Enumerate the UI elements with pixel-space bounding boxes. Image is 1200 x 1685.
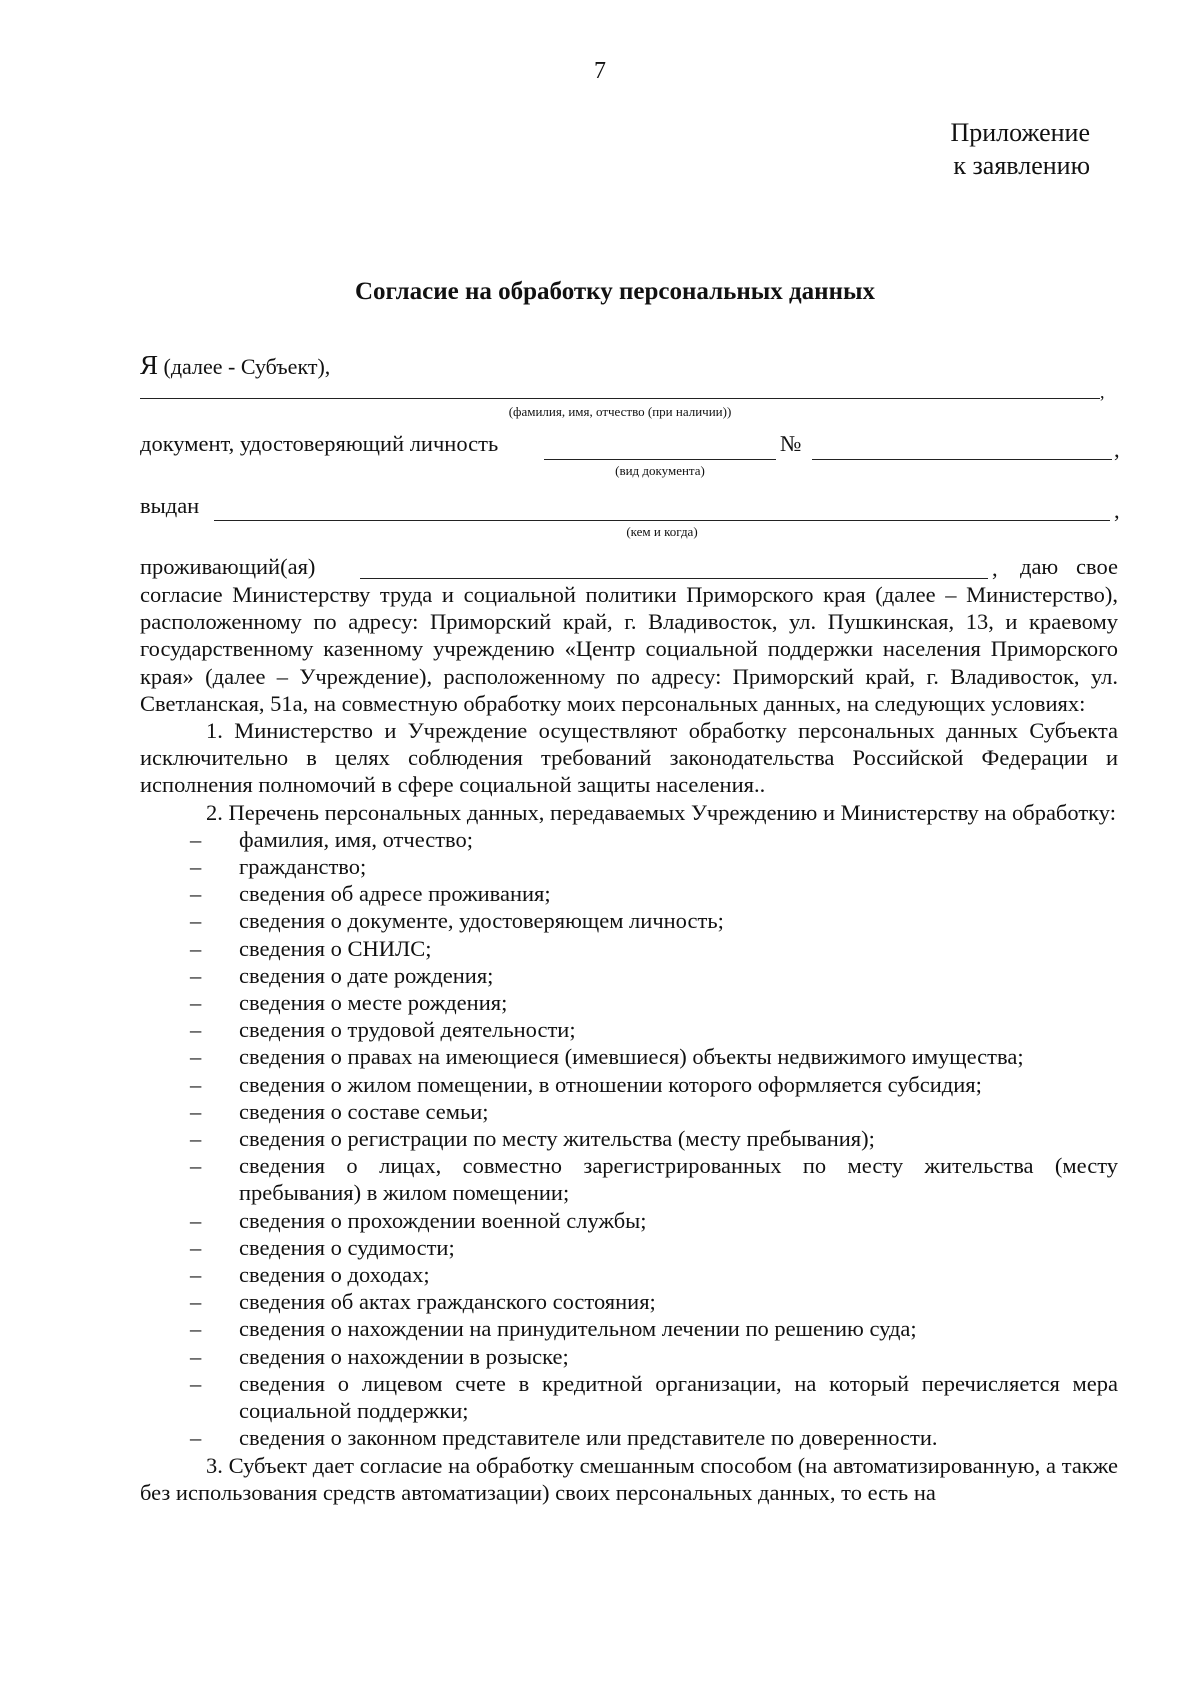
list-dash: –	[190, 1343, 202, 1369]
fio-field-comma: ,	[1100, 382, 1105, 402]
fio-field-line[interactable]	[140, 398, 1100, 399]
subject-line	[140, 350, 330, 381]
list-item	[140, 1234, 1118, 1261]
list-item	[140, 1261, 1118, 1288]
list-item	[140, 1288, 1118, 1315]
list-dash: –	[190, 1126, 202, 1152]
personal-data-list	[140, 826, 1118, 1452]
list-item	[140, 1016, 1118, 1043]
list-item-text: сведения о жилом помещении, в отношении которого оформляется субсидия;	[239, 1071, 982, 1097]
list-dash: –	[190, 962, 202, 988]
list-item	[140, 1071, 1118, 1098]
list-item-text: сведения о судимости;	[239, 1234, 455, 1260]
list-dash: –	[190, 1316, 202, 1342]
list-dash: –	[190, 1234, 202, 1260]
appendix-line-1: Приложение	[950, 118, 1090, 147]
list-item-text: сведения о документе, удостоверяющем личность;	[239, 908, 724, 934]
list-item	[140, 1343, 1118, 1370]
issued-comma: ,	[1114, 498, 1120, 523]
clause-3: 3. Субъект дает согласие на обработку смешанным способом (на автоматизированную, а также без использования средств автоматизации) своих персональных данных, то есть на	[140, 1452, 1118, 1505]
list-dash: –	[190, 881, 202, 907]
list-dash: –	[190, 826, 202, 852]
list-dash: –	[190, 990, 202, 1016]
list-dash: –	[190, 1207, 202, 1233]
list-item	[140, 935, 1118, 962]
subject-suffix: (далее - Субъект),	[163, 354, 331, 379]
list-item	[140, 1207, 1118, 1234]
list-item-text: сведения о нахождении в розыске;	[239, 1343, 569, 1369]
list-item	[140, 1098, 1118, 1125]
list-dash: –	[190, 1044, 202, 1070]
list-item	[140, 1315, 1118, 1342]
list-item-text: сведения о законном представителе или представителе по доверенности.	[239, 1425, 938, 1451]
document-type-line[interactable]	[544, 459, 776, 460]
list-item-text: сведения о месте рождения;	[239, 990, 508, 1016]
list-item	[140, 1424, 1118, 1451]
list-item-text: сведения о регистрации по месту жительства (месту пребывания);	[239, 1126, 875, 1152]
clause-2: 2. Перечень персональных данных, передаваемых Учреждению и Министерству на обработку:	[206, 799, 1116, 825]
list-item	[140, 1043, 1118, 1070]
list-item-text: сведения о прохождении военной службы;	[239, 1207, 647, 1233]
list-item-text: сведения о нахождении на принудительном лечении по решению суда;	[239, 1316, 917, 1342]
list-item-text: сведения о лицах, совместно зарегистрированных по месту жительства (месту пребывания) в жилом помещении;	[239, 1153, 1118, 1206]
document-title: Согласие на обработку персональных данных	[354, 278, 875, 305]
document-number-comma: ,	[1114, 437, 1120, 462]
document-body	[140, 581, 1118, 1506]
appendix-line-2: к заявлению	[953, 151, 1090, 180]
list-item-text: сведения о дате рождения;	[239, 962, 494, 988]
page-number: 7	[594, 58, 606, 84]
residing-comma: ,	[992, 556, 998, 581]
list-item	[140, 1152, 1118, 1206]
list-item	[140, 853, 1118, 880]
intro-paragraph: согласие Министерству труда и социальной политики Приморского края (далее – Министерство), расположенному по адресу: Приморский край, г. Владивосток, ул. Пушкинская, 13, и краевому государственному казенному учреждению «Центр социальной поддержки населения Приморского края» (далее – Учреждение), расположенному по адресу: Приморский край, г. Владивосток, ул. Светланская, 51а, на совместную обработку моих персональных данных, на следующих условиях:	[140, 582, 1118, 716]
list-item-text: сведения о трудовой деятельности;	[239, 1017, 576, 1043]
list-item-text: сведения о доходах;	[239, 1262, 430, 1288]
list-item-text: сведения о составе семьи;	[239, 1098, 489, 1124]
clause-1: 1. Министерство и Учреждение осуществляют обработку персональных данных Субъекта исключительно в целях соблюдения требований законодательства Российской Федерации и исполнения полномочий в сфере социальной защиты населения..	[140, 718, 1118, 798]
list-item	[140, 1370, 1118, 1424]
document-type-hint: (вид документа)	[615, 463, 705, 478]
subject-letter: Я	[140, 350, 159, 380]
document-number-line[interactable]	[812, 459, 1112, 460]
list-item-text: сведения о СНИЛС;	[239, 935, 432, 961]
list-item	[140, 826, 1118, 853]
list-dash: –	[190, 1289, 202, 1315]
list-item	[140, 962, 1118, 989]
list-item	[140, 907, 1118, 934]
list-dash: –	[190, 1370, 202, 1396]
list-dash: –	[190, 1098, 202, 1124]
list-item-text: сведения об актах гражданского состояния;	[239, 1289, 656, 1315]
list-dash: –	[190, 1425, 202, 1451]
list-item-text: сведения о лицевом счете в кредитной организации, на который перечисляется мера социальной поддержки;	[239, 1370, 1118, 1424]
list-dash: –	[190, 935, 202, 961]
document-label: документ, удостоверяющий личность	[140, 431, 499, 456]
issued-line[interactable]	[214, 520, 1110, 521]
list-dash: –	[190, 854, 202, 880]
appendix-header	[950, 116, 1090, 182]
list-dash: –	[190, 1017, 202, 1043]
list-item-text: фамилия, имя, отчество;	[239, 826, 474, 852]
list-item	[140, 1125, 1118, 1152]
list-dash: –	[190, 908, 202, 934]
list-item	[140, 989, 1118, 1016]
number-sign: №	[780, 431, 802, 456]
fio-field-hint: (фамилия, имя, отчество (при наличии))	[508, 404, 732, 419]
issued-label: выдан	[140, 493, 200, 518]
list-dash: –	[190, 1262, 202, 1288]
list-item-text: сведения об адресе проживания;	[239, 881, 551, 907]
issued-hint: (кем и когда)	[626, 524, 698, 539]
list-dash: –	[190, 1153, 202, 1179]
list-item	[140, 880, 1118, 907]
list-item-text: сведения о правах на имеющиеся (имевшиеся) объекты недвижимого имущества;	[239, 1044, 1024, 1070]
residing-line[interactable]	[360, 578, 988, 579]
residing-label: проживающий(ая)	[140, 554, 316, 579]
list-item-text: гражданство;	[239, 854, 367, 880]
give-consent-text: даю свое	[1020, 554, 1118, 579]
list-dash: –	[190, 1071, 202, 1097]
